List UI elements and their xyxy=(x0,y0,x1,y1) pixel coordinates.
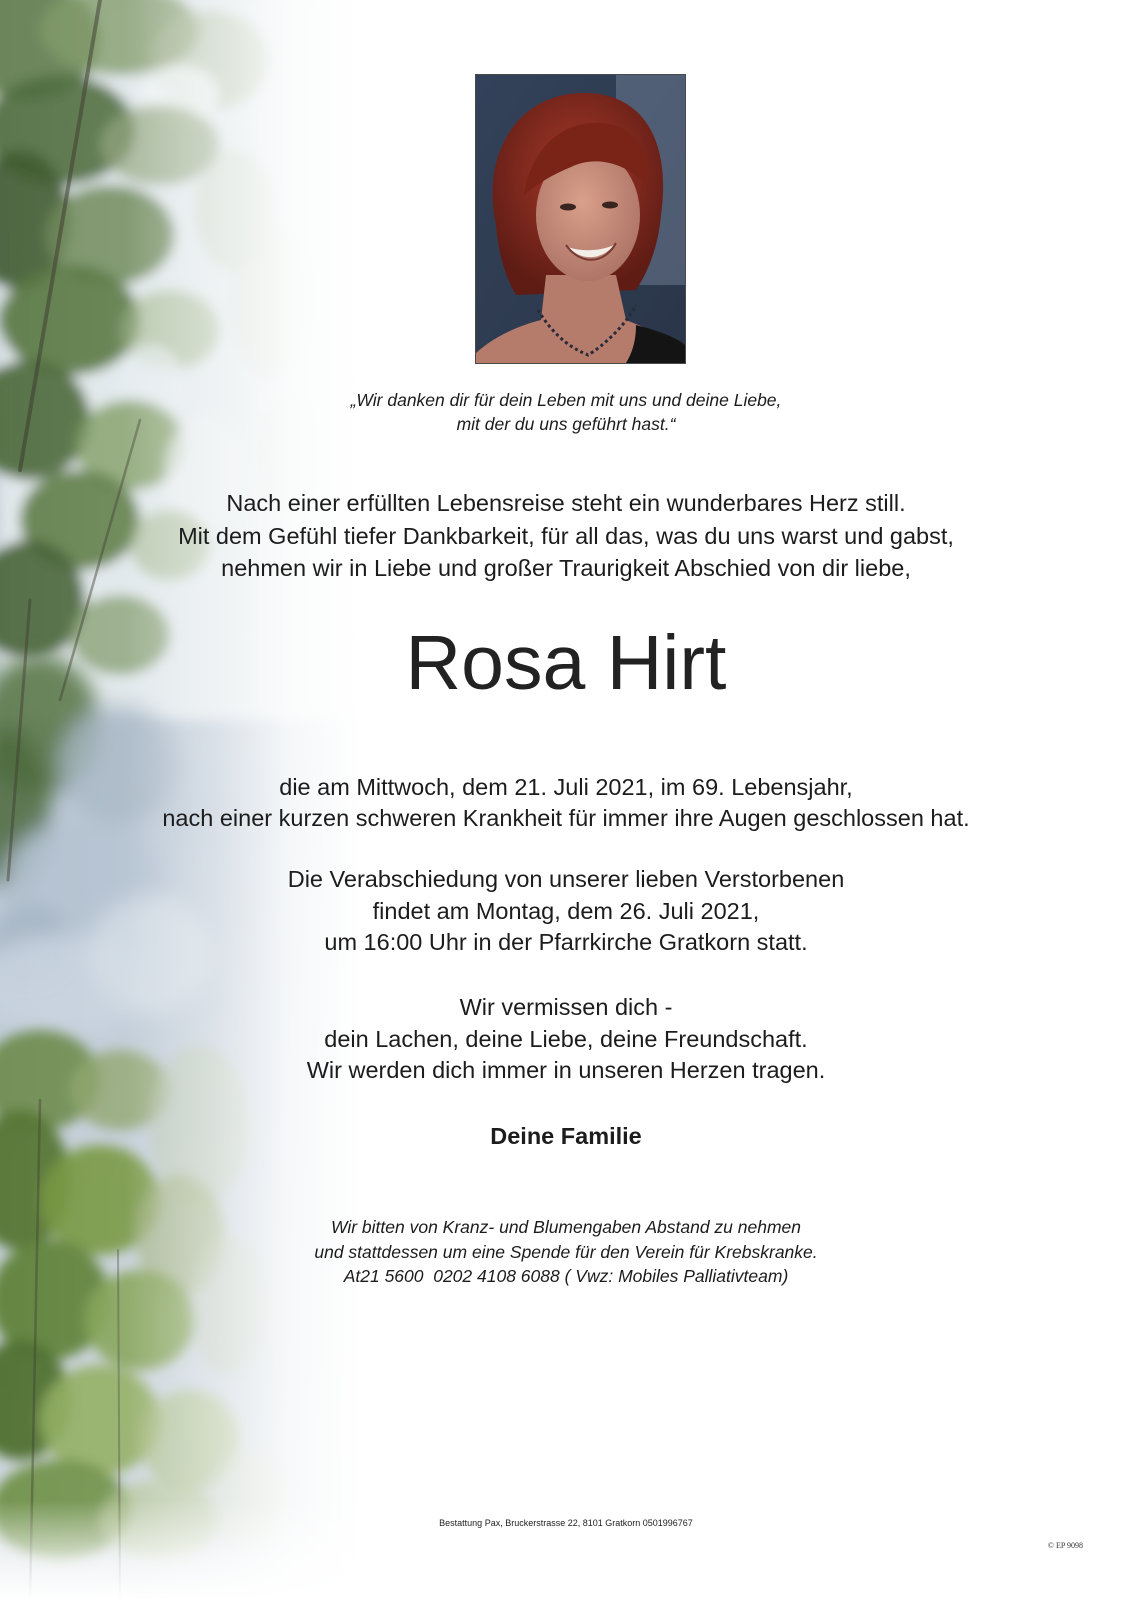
intro-text xyxy=(0,487,1132,585)
funeral-home-footer xyxy=(0,1517,1132,1529)
death-info xyxy=(0,772,1132,834)
remembrance-line: Wir werden dich immer in unseren Herzen tragen. xyxy=(306,1057,826,1083)
farewell-line: um 16:00 Uhr in der Pfarrkirche Gratkorn statt. xyxy=(324,929,808,955)
farewell-info xyxy=(0,864,1132,959)
farewell-line: Die Verabschiedung von unserer lieben Verstorbenen xyxy=(287,866,845,892)
quote-line: mit der du uns geführt hast.“ xyxy=(456,414,676,434)
bottom-fade-overlay xyxy=(0,1500,360,1600)
donation-line: Wir bitten von Kranz- und Blumengaben Abstand zu nehmen xyxy=(330,1217,802,1237)
intro-line: Nach einer erfüllten Lebensreise steht ein wunderbares Herz still. xyxy=(226,490,906,516)
quote-line: „Wir danken dir für dein Leben mit uns und deine Liebe, xyxy=(350,390,782,410)
portrait-image xyxy=(476,75,685,363)
print-code: © EP 9098 xyxy=(1047,1541,1083,1550)
death-info-line: die am Mittwoch, dem 21. Juli 2021, im 69. Lebensjahr, xyxy=(279,774,853,800)
remembrance-line: dein Lachen, deine Liebe, deine Freundschaft. xyxy=(324,1025,808,1052)
funeral-home-text: Bestattung Pax, Bruckerstrasse 22, 8101 Gratkorn 0501996767 xyxy=(439,1518,693,1528)
signature-text: Deine Familie xyxy=(490,1123,642,1149)
intro-line: nehmen wir in Liebe und großer Traurigkeit Abschied von dir liebe, xyxy=(221,555,911,581)
donation-line: und stattdessen um eine Spende für den Verein für Krebskranke. xyxy=(314,1241,818,1262)
intro-line: Mit dem Gefühl tiefer Dankbarkeit, für all das, was du uns warst und gabst, xyxy=(178,522,954,549)
donation-request xyxy=(0,1215,1132,1289)
quote xyxy=(0,388,1132,436)
farewell-line: findet am Montag, dem 26. Juli 2021, xyxy=(372,897,760,924)
signature xyxy=(0,1120,1132,1152)
deceased-name xyxy=(0,620,1132,706)
remembrance-line: Wir vermissen dich - xyxy=(459,994,673,1020)
portrait-photo xyxy=(476,75,685,363)
deceased-name-text: Rosa Hirt xyxy=(405,620,727,706)
death-info-line: nach einer kurzen schweren Krankheit für immer ihre Augen geschlossen hat. xyxy=(162,805,970,831)
remembrance-text xyxy=(0,992,1132,1087)
donation-line: At21 5600 0202 4108 6088 ( Vwz: Mobiles Palliativteam) xyxy=(343,1266,789,1286)
